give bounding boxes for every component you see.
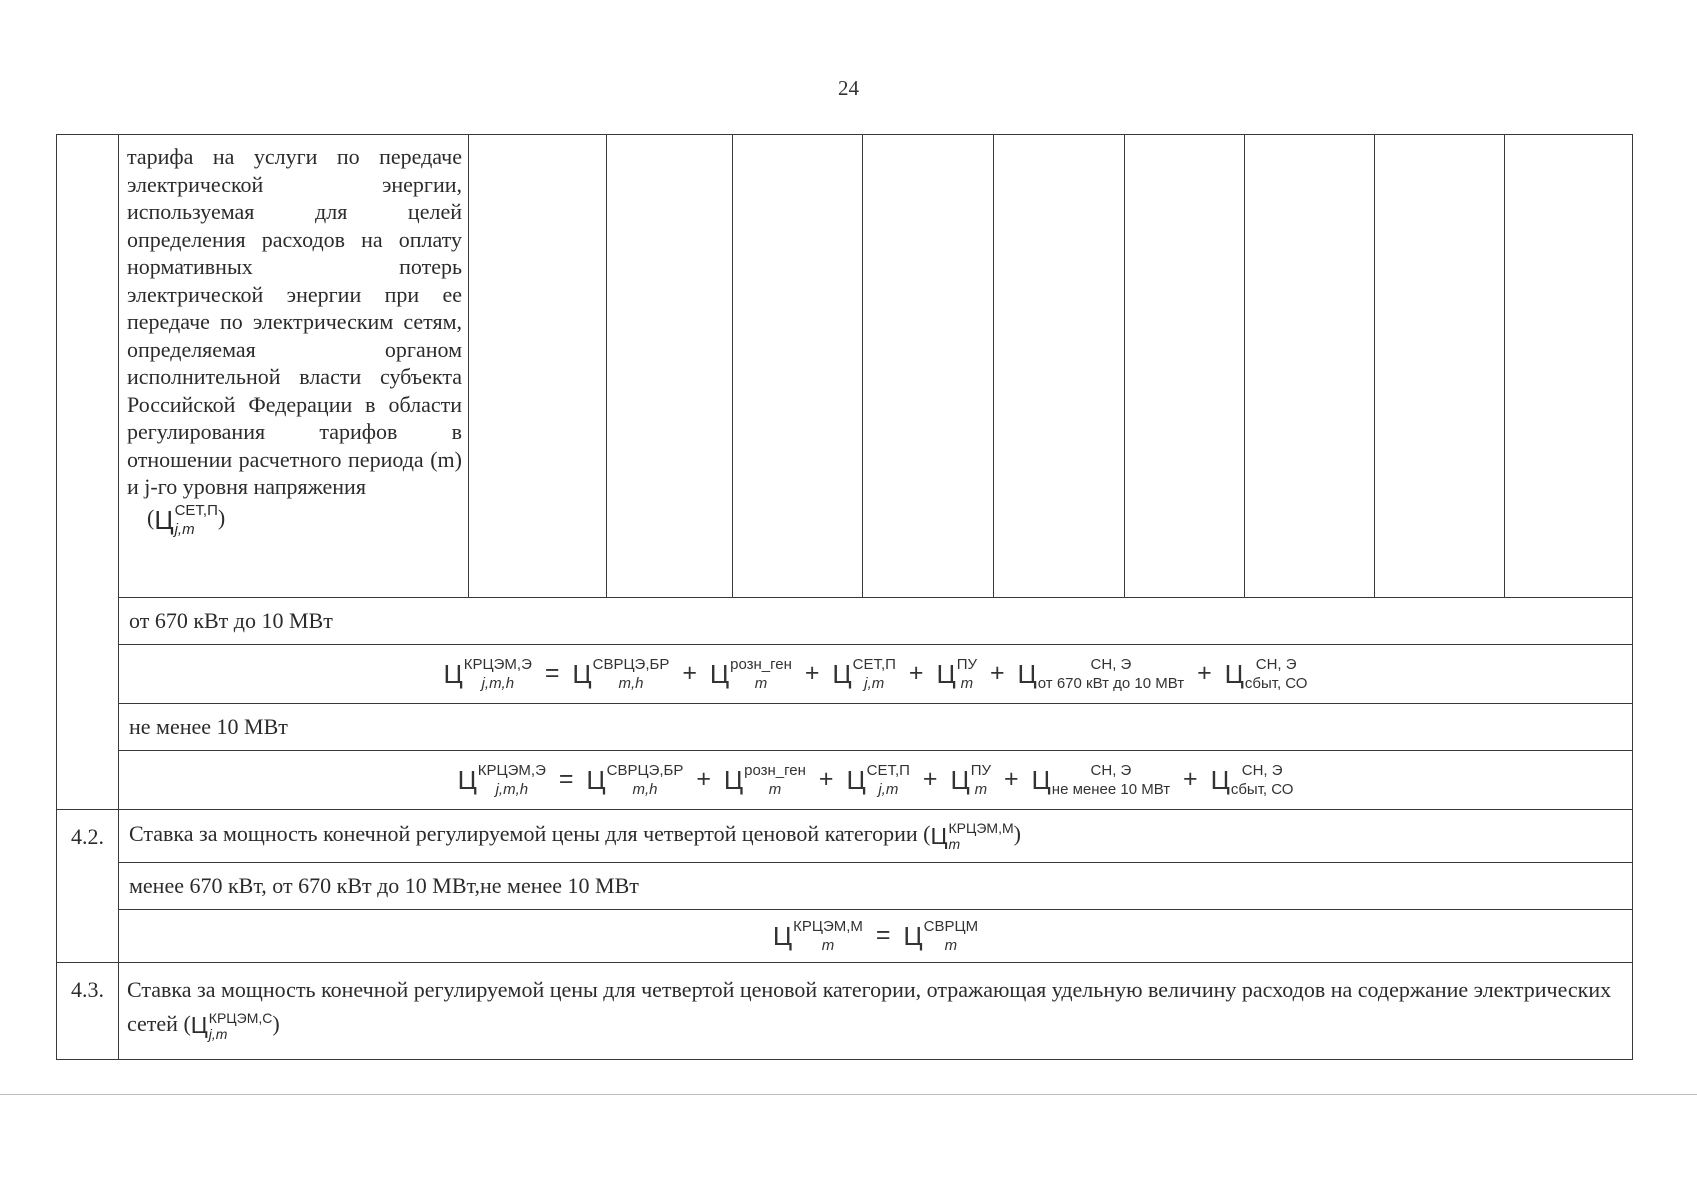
label-row-670-10 — [57, 598, 1633, 645]
description-symbol: ( Ц СЕТ,П j,m ) — [147, 501, 226, 538]
item-4-3-text: Ставка за мощность конечной регулируемой цены для четвертой ценовой категории, отражающая удельную величину расходов на содержание электрических сетей ( Ц КРЦЭМ,С j,m ) — [119, 963, 1633, 1060]
range-label: от 670 кВт до 10 МВт — [119, 598, 1633, 645]
item-4-2-text: Ставка за мощность конечной регулируемой цены для четвертой ценовой категории ( Ц КРЦЭМ,М m ) — [119, 810, 1633, 863]
description-text: тарифа на услуги по передаче электрической энергии, используемая для целей определения расходов на оплату нормативных потерь электрической энергии при ее передаче по электрическим сетям, определяемая органом исполнительной власти субъекта Российской Федерации в области регулирования тарифов в отношении расчетного периода (m) и j-го уровня напряжения — [127, 144, 462, 499]
label-row-4-2-sub — [57, 863, 1633, 910]
item-number-4-3: 4.3. — [57, 963, 119, 1060]
value-cell-1 — [469, 135, 607, 598]
formula-row-10plus — [57, 751, 1633, 810]
symbol-krcem-c: Ц КРЦЭМ,С j,m — [190, 1009, 273, 1042]
formula-row-4-2 — [57, 910, 1633, 963]
page-number: 24 — [838, 76, 859, 100]
description-row — [57, 135, 1633, 598]
value-cell-9 — [1505, 135, 1633, 598]
label-row-10plus — [57, 704, 1633, 751]
value-cell-6 — [1125, 135, 1245, 598]
value-cell-8 — [1375, 135, 1505, 598]
formula-row-670-10 — [57, 645, 1633, 704]
value-cell-3 — [733, 135, 863, 598]
page-bottom-divider — [0, 1094, 1697, 1095]
symbol-cset-p: Ц СЕТ,П j,m — [154, 501, 218, 538]
value-cell-7 — [1245, 135, 1375, 598]
tariff-table — [56, 134, 1633, 1060]
number-cell-empty — [57, 135, 119, 810]
formula-4-2: Ц КРЦЭМ,М m = Ц СВРЦМ m — [119, 910, 1633, 963]
range-label: менее 670 кВт, от 670 кВт до 10 МВт,не менее 10 МВт — [119, 863, 1633, 910]
value-cell-2 — [607, 135, 733, 598]
symbol-krcem-m: Ц КРЦЭМ,М m — [930, 820, 1014, 852]
range-label: не менее 10 МВт — [119, 704, 1633, 751]
description-cell — [119, 135, 469, 598]
formula-670-10: Ц КРЦЭМ,Э j,m,h = Ц СВРЦЭ,БР m,h + Ц розн_ген m + Ц СЕТ,П j,m + Ц ПУ m + Ц СН, Э от 670 кВт до 10 МВт + Ц СН, Э сбыт, СО — [119, 645, 1633, 704]
value-cell-4 — [863, 135, 994, 598]
value-cell-5 — [994, 135, 1125, 598]
item-row-4-3 — [57, 963, 1633, 1060]
item-number-4-2: 4.2. — [57, 810, 119, 963]
item-row-4-2 — [57, 810, 1633, 863]
formula-10plus: Ц КРЦЭМ,Э j,m,h = Ц СВРЦЭ,БР m,h + Ц розн_ген m + Ц СЕТ,П j,m + Ц ПУ m + Ц СН, Э не менее 10 МВт + Ц СН, Э сбыт, СО — [119, 751, 1633, 810]
